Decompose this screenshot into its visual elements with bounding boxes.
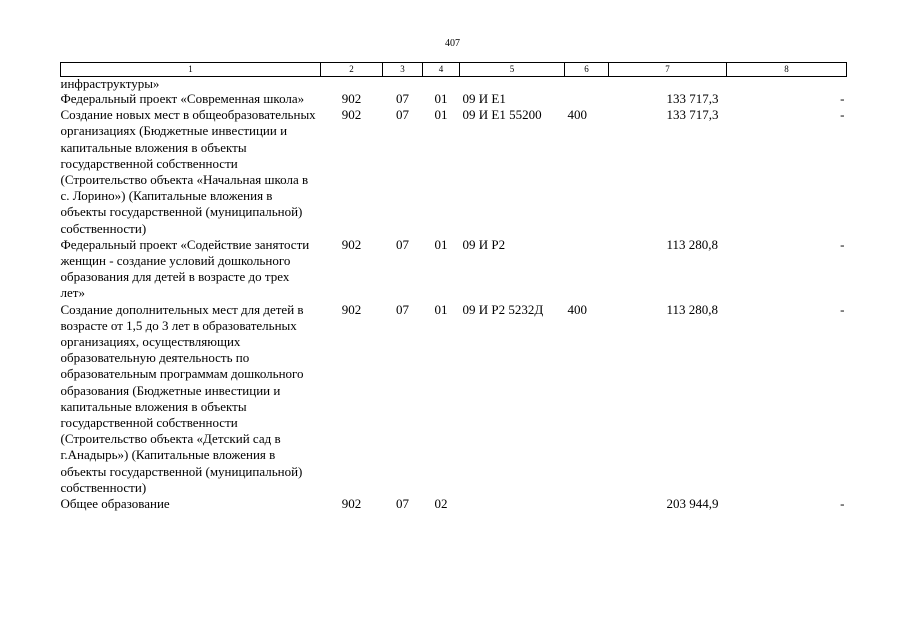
row-name: Федеральный проект «Современная школа» <box>60 91 305 106</box>
row-amount: 203 944,9 <box>666 496 719 512</box>
row-extra: - <box>840 107 845 123</box>
row-amount <box>609 77 727 92</box>
row-expense-type: 400 <box>567 107 587 123</box>
row-target-code: 09 И Р2 <box>462 236 506 252</box>
table-header <box>61 63 847 77</box>
row-name: Федеральный проект «Содействие занятости женщин - создание условий дошкольного образования для детей в возрасте до трех лет» <box>60 236 310 301</box>
row-ministry-code <box>321 77 383 92</box>
row-name: Общее образование <box>60 496 170 512</box>
row-section-code: 07 <box>396 107 409 123</box>
row-section-code: 07 <box>396 301 409 317</box>
row-expense-type <box>565 496 609 512</box>
table-row <box>61 107 847 237</box>
page-number: 407 <box>445 38 460 49</box>
table-row <box>61 302 847 496</box>
row-expense-type <box>565 77 609 92</box>
budget-table <box>60 62 847 512</box>
table-row <box>61 77 847 92</box>
header-col-6: 6 <box>565 63 609 77</box>
row-name: инфраструктуры» <box>60 76 160 91</box>
row-amount: 133 717,3 <box>666 91 719 106</box>
row-ministry-code: 902 <box>341 236 362 252</box>
table-body <box>61 77 847 513</box>
row-subsection-code <box>423 77 460 92</box>
header-col-5: 5 <box>460 63 565 77</box>
row-target-code: 09 И Р2 5232Д <box>462 301 544 317</box>
header-col-8: 8 <box>727 63 847 77</box>
header-col-4: 4 <box>423 63 460 77</box>
header-col-2: 2 <box>321 63 383 77</box>
row-ministry-code: 902 <box>341 496 362 512</box>
row-expense-type <box>565 91 609 107</box>
row-target-code <box>460 496 565 512</box>
row-section-code: 07 <box>396 236 409 252</box>
row-subsection-code: 01 <box>434 301 448 317</box>
row-section-code <box>383 77 423 92</box>
row-ministry-code: 902 <box>341 91 362 106</box>
row-extra: - <box>840 91 845 106</box>
row-name: Создание новых мест в общеобразовательных организациях (Бюджетные инвестиции и капитальные вложения в объекты государственной собственности (Строительство объекта «Начальная школа в с. Лорино») (Капитальные вложения в объекты государственной (муниципальной) собственности) <box>60 107 316 236</box>
header-col-3: 3 <box>383 63 423 77</box>
row-expense-type: 400 <box>567 301 587 317</box>
row-amount: 133 717,3 <box>666 107 719 123</box>
table-row <box>61 496 847 512</box>
row-ministry-code: 902 <box>341 107 362 123</box>
header-col-7: 7 <box>609 63 727 77</box>
row-extra: - <box>840 301 845 317</box>
row-section-code: 07 <box>396 91 409 106</box>
row-subsection-code: 01 <box>434 91 448 106</box>
row-amount: 113 280,8 <box>666 301 719 317</box>
table-row <box>61 237 847 302</box>
header-row <box>61 63 847 77</box>
row-target-code: 09 И Е1 <box>462 91 506 106</box>
row-subsection-code: 01 <box>434 236 448 252</box>
row-subsection-code: 01 <box>434 107 448 123</box>
row-expense-type <box>565 237 609 302</box>
header-col-1: 1 <box>61 63 321 77</box>
row-extra: - <box>840 496 845 512</box>
row-target-code <box>460 77 565 92</box>
row-target-code: 09 И Е1 55200 <box>462 107 542 123</box>
row-section-code: 07 <box>396 496 409 512</box>
row-ministry-code: 902 <box>341 301 362 317</box>
table-row <box>61 91 847 107</box>
row-amount: 113 280,8 <box>666 236 719 252</box>
row-extra: - <box>840 236 845 252</box>
row-subsection-code: 02 <box>434 496 448 512</box>
row-name: Создание дополнительных мест для детей в возрасте от 1,5 до 3 лет в образовательных организациях, осуществляющих образовательную деятельность по образовательным программам дошкольного образования (Бюджетные инвестиции и капитальные вложения в объекты государственной собственности (Строительство объекта «Детский сад в г.Анадырь») (Капитальные вложения в объекты государственной (муниципальной) собственности) <box>60 301 304 495</box>
row-extra <box>727 77 847 92</box>
